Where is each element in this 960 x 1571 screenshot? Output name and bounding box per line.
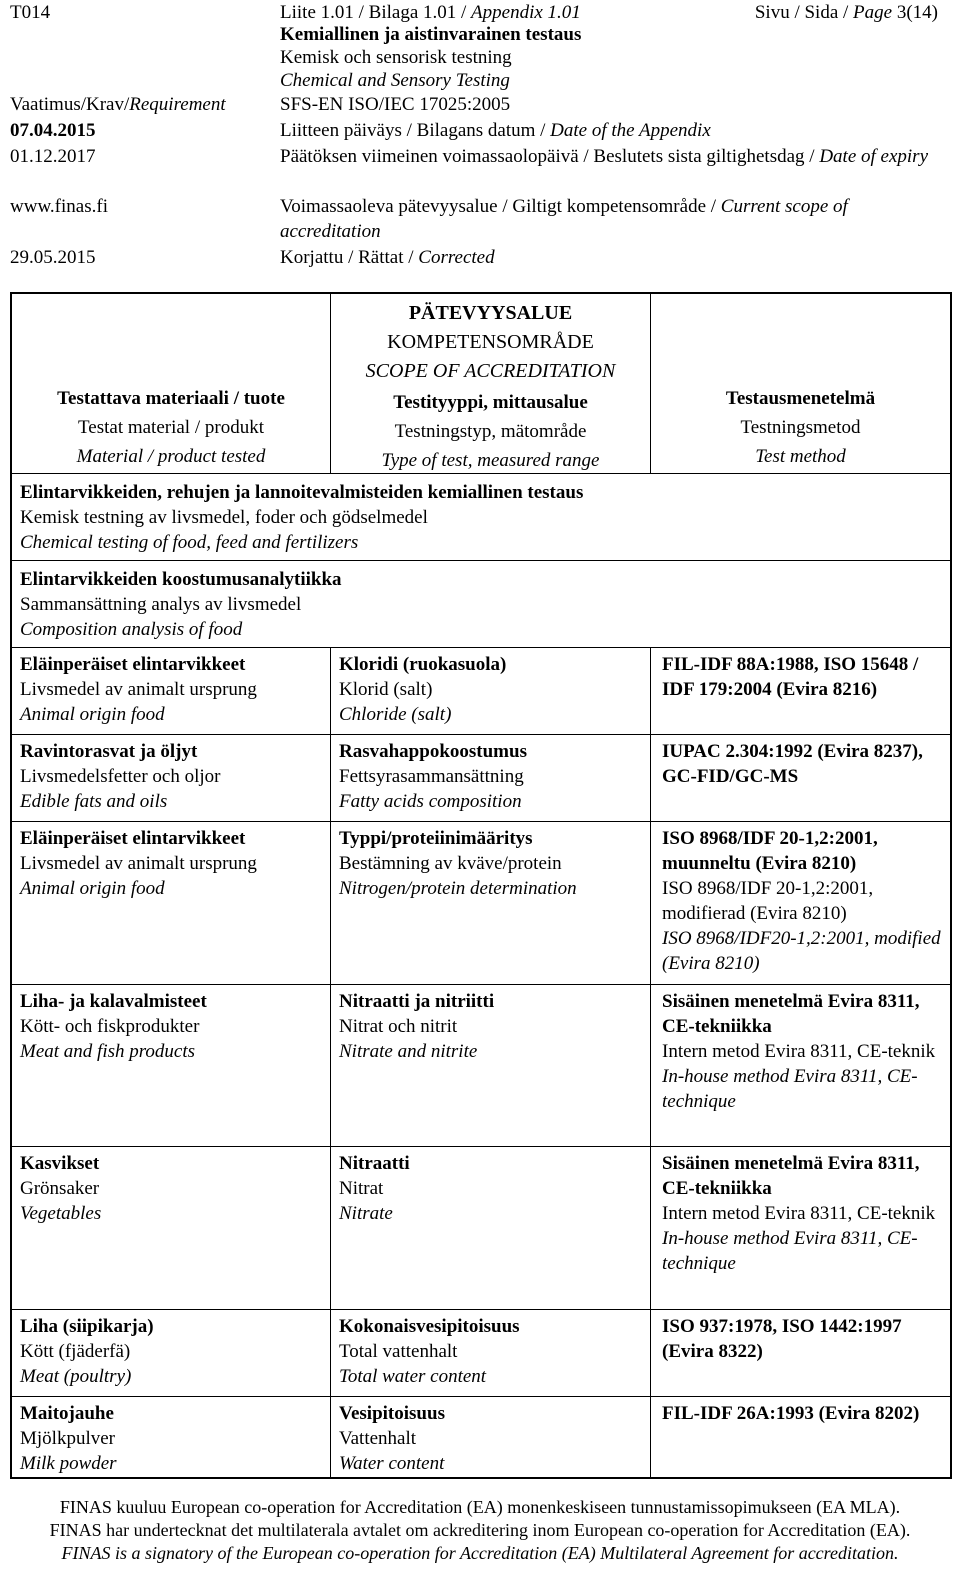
col1-fi: Testattava materiaali / tuote: [57, 388, 285, 409]
footer-sv: FINAS har undertecknat det multilaterala avtalet om ackreditering inom European co-operation for Accreditation (EA).: [49, 1520, 911, 1540]
table-row: [12, 648, 950, 735]
material-en: Vegetables: [20, 1203, 102, 1224]
material-en: Animal origin food: [20, 878, 165, 899]
test-method-cell: [651, 822, 950, 984]
material-cell: [12, 648, 331, 734]
test-fi: Typpi/proteiinimääritys: [339, 828, 533, 849]
method-fi: FIL-IDF 26A:1993 (Evira 8202): [662, 1403, 920, 1424]
test-sv: Fettsyrasammansättning: [339, 766, 524, 787]
method-fi: IUPAC 2.304:1992 (Evira 8237), GC-FID/GC-MS: [662, 741, 923, 787]
material-fi: Kasvikset: [20, 1153, 100, 1174]
col3-en: Test method: [755, 446, 846, 467]
test-sv: Total vattenhalt: [339, 1341, 458, 1362]
test-method-cell: [651, 985, 950, 1146]
method-sv: Intern metod Evira 8311, CE-teknik: [662, 1041, 936, 1062]
test-sv: Klorid (salt): [339, 679, 433, 700]
website: www.finas.fi: [10, 196, 108, 217]
test-fi: Rasvahappokoostumus: [339, 741, 527, 762]
section-chemical-testing: [12, 474, 950, 561]
test-method-cell: [651, 1147, 950, 1309]
section2-en: Composition analysis of food: [20, 619, 243, 640]
material-fi: Liha- ja kalavalmisteet: [20, 991, 207, 1012]
material-cell: [12, 735, 331, 821]
test-en: Water content: [339, 1453, 445, 1474]
material-cell: [12, 1310, 331, 1396]
section-composition: [12, 561, 950, 648]
section1-sv: Kemisk testning av livsmedel, foder och gödselmedel: [20, 507, 428, 528]
material-fi: Maitojauhe: [20, 1403, 114, 1424]
material-cell: [12, 822, 331, 984]
scope-label: Voimassaoleva pätevyysalue / Giltigt kompetensområde / Current scope of accreditation: [280, 196, 848, 242]
material-en: Milk powder: [20, 1453, 117, 1474]
table-row: [12, 735, 950, 822]
material-sv: Livsmedel av animalt ursprung: [20, 853, 257, 874]
test-sv: Vattenhalt: [339, 1428, 417, 1449]
section2-sv: Sammansättning analys av livsmedel: [20, 594, 302, 615]
corrected-date: 29.05.2015: [10, 247, 96, 268]
appendix-date: 07.04.2015: [10, 120, 96, 141]
test-method-cell: [651, 648, 950, 734]
test-sv: Bestämning av kväve/protein: [339, 853, 562, 874]
footer-fi: FINAS kuuluu European co-operation for Accreditation (EA) monenkeskiseen tunnustamissopimukseen (EA MLA).: [59, 1497, 901, 1517]
test-method-cell: [651, 1397, 950, 1477]
col-method-header: [651, 294, 950, 473]
scope-table: [10, 292, 952, 1479]
material-en: Meat and fish products: [20, 1041, 196, 1062]
test-type-cell: [331, 1397, 651, 1477]
material-fi: Eläinperäiset elintarvikkeet: [20, 654, 246, 675]
test-type-cell: [331, 985, 651, 1146]
footer: [0, 1496, 960, 1565]
method-en: In-house method Evira 8311, CE-technique: [662, 1228, 918, 1274]
doc-code: T014: [10, 2, 51, 23]
material-fi: Eläinperäiset elintarvikkeet: [20, 828, 246, 849]
test-sv: Nitrat och nitrit: [339, 1016, 458, 1037]
header-line-1: [10, 0, 950, 25]
section1-fi: Elintarvikkeiden, rehujen ja lannoitevalmisteiden kemiallinen testaus: [20, 482, 584, 503]
test-en: Nitrogen/protein determination: [339, 878, 577, 899]
table-row: [12, 1397, 950, 1477]
method-fi: ISO 937:1978, ISO 1442:1997 (Evira 8322): [662, 1316, 902, 1362]
test-en: Fatty acids composition: [339, 791, 522, 812]
method-sv: Intern metod Evira 8311, CE-teknik: [662, 1203, 936, 1224]
scope-title-en: SCOPE OF ACCREDITATION: [365, 360, 616, 382]
col-test-header: [331, 294, 651, 473]
test-en: Nitrate: [339, 1203, 393, 1224]
material-en: Animal origin food: [20, 704, 165, 725]
expiry-date: 01.12.2017: [10, 146, 96, 167]
col3-fi: Testausmenetelmä: [725, 388, 876, 409]
material-sv: Kött- och fiskprodukter: [20, 1016, 200, 1037]
method-fi: Sisäinen menetelmä Evira 8311, CE-tekniikka: [662, 1153, 920, 1199]
header-expiry: [10, 144, 950, 194]
header-scope: [10, 194, 950, 244]
table-row: [12, 1147, 950, 1310]
method-fi: Sisäinen menetelmä Evira 8311, CE-tekniikka: [662, 991, 920, 1037]
section2-fi: Elintarvikkeiden koostumusanalytiikka: [20, 569, 342, 590]
material-sv: Grönsaker: [20, 1178, 100, 1199]
test-fi: Kokonaisvesipitoisuus: [339, 1316, 520, 1337]
table-row: [12, 822, 950, 985]
subject-fi: Kemiallinen ja aistinvarainen testaus: [280, 24, 582, 45]
test-en: Total water content: [339, 1366, 487, 1387]
subject-en: Chemical and Sensory Testing: [280, 70, 510, 91]
subject-sv: Kemisk och sensorisk testning: [280, 47, 512, 68]
col3-sv: Testningsmetod: [740, 417, 861, 438]
test-fi: Nitraatti: [339, 1153, 410, 1174]
method-en: In-house method Evira 8311, CE-technique: [662, 1066, 918, 1112]
col2-sv: Testningstyp, mätområde: [394, 421, 587, 442]
header-requirement: [10, 92, 950, 117]
test-type-cell: [331, 648, 651, 734]
test-type-cell: [331, 735, 651, 821]
test-fi: Kloridi (ruokasuola): [339, 654, 507, 675]
requirement-label: Vaatimus/Krav/Requirement: [10, 94, 226, 115]
col1-en: Material / product tested: [76, 446, 266, 467]
material-en: Meat (poultry): [20, 1366, 132, 1387]
material-cell: [12, 985, 331, 1146]
material-en: Edible fats and oils: [20, 791, 168, 812]
material-fi: Ravintorasvat ja öljyt: [20, 741, 198, 762]
test-sv: Nitrat: [339, 1178, 384, 1199]
method-en: ISO 8968/IDF20-1,2:2001, modified (Evira 8210): [662, 928, 941, 974]
requirement-value: SFS-EN ISO/IEC 17025:2005: [280, 94, 511, 115]
test-type-cell: [331, 1147, 651, 1309]
material-fi: Liha (siipikarja): [20, 1316, 154, 1337]
col-material-header: [12, 294, 331, 473]
appendix-date-label: Liitteen päiväys / Bilagans datum / Date of the Appendix: [280, 120, 711, 141]
method-fi: ISO 8968/IDF 20-1,2:2001, muunneltu (Evira 8210): [662, 828, 878, 874]
scope-title-fi: PÄTEVYYSALUE: [408, 302, 573, 324]
table-body: [12, 648, 950, 1477]
method-sv: ISO 8968/IDF 20-1,2:2001, modifierad (Evira 8210): [662, 878, 874, 924]
expiry-label: Päätöksen viimeinen voimassaolopäivä / Beslutets sista giltighetsdag / Date of expiry: [280, 146, 928, 167]
test-method-cell: [651, 1310, 950, 1396]
test-type-cell: [331, 822, 651, 984]
material-sv: Kött (fjäderfä): [20, 1341, 131, 1362]
col2-fi: Testityyppi, mittausalue: [393, 392, 588, 413]
test-method-cell: [651, 735, 950, 821]
appendix-label: Liite 1.01 / Bilaga 1.01 / Appendix 1.01: [280, 2, 581, 23]
material-sv: Livsmedelsfetter och oljor: [20, 766, 221, 787]
header-appendix-date: [10, 118, 950, 143]
material-sv: Mjölkpulver: [20, 1428, 115, 1449]
material-cell: [12, 1397, 331, 1477]
corrected-label: Korjattu / Rättat / Corrected: [280, 247, 495, 268]
col2-en: Type of test, measured range: [381, 450, 600, 471]
method-fi: FIL-IDF 88A:1988, ISO 15648 / IDF 179:2004 (Evira 8216): [662, 654, 919, 700]
footer-en: FINAS is a signatory of the European co-operation for Accreditation (EA) Multilateral Agreement for accreditation.: [61, 1543, 899, 1563]
test-fi: Nitraatti ja nitriitti: [339, 991, 495, 1012]
material-sv: Livsmedel av animalt ursprung: [20, 679, 257, 700]
col1-sv: Testat material / produkt: [78, 417, 264, 438]
test-en: Nitrate and nitrite: [339, 1041, 478, 1062]
section1-en: Chemical testing of food, feed and fertilizers: [20, 532, 359, 553]
scope-title-sv: KOMPETENSOMRÅDE: [387, 331, 594, 353]
table-header: [12, 294, 950, 474]
test-fi: Vesipitoisuus: [339, 1403, 445, 1424]
header-corrected: [10, 245, 950, 270]
table-row: [12, 1310, 950, 1397]
table-row: [12, 985, 950, 1147]
test-type-cell: [331, 1310, 651, 1396]
test-en: Chloride (salt): [339, 704, 452, 725]
page-number: Sivu / Sida / Page 3(14): [754, 2, 938, 23]
material-cell: [12, 1147, 331, 1309]
